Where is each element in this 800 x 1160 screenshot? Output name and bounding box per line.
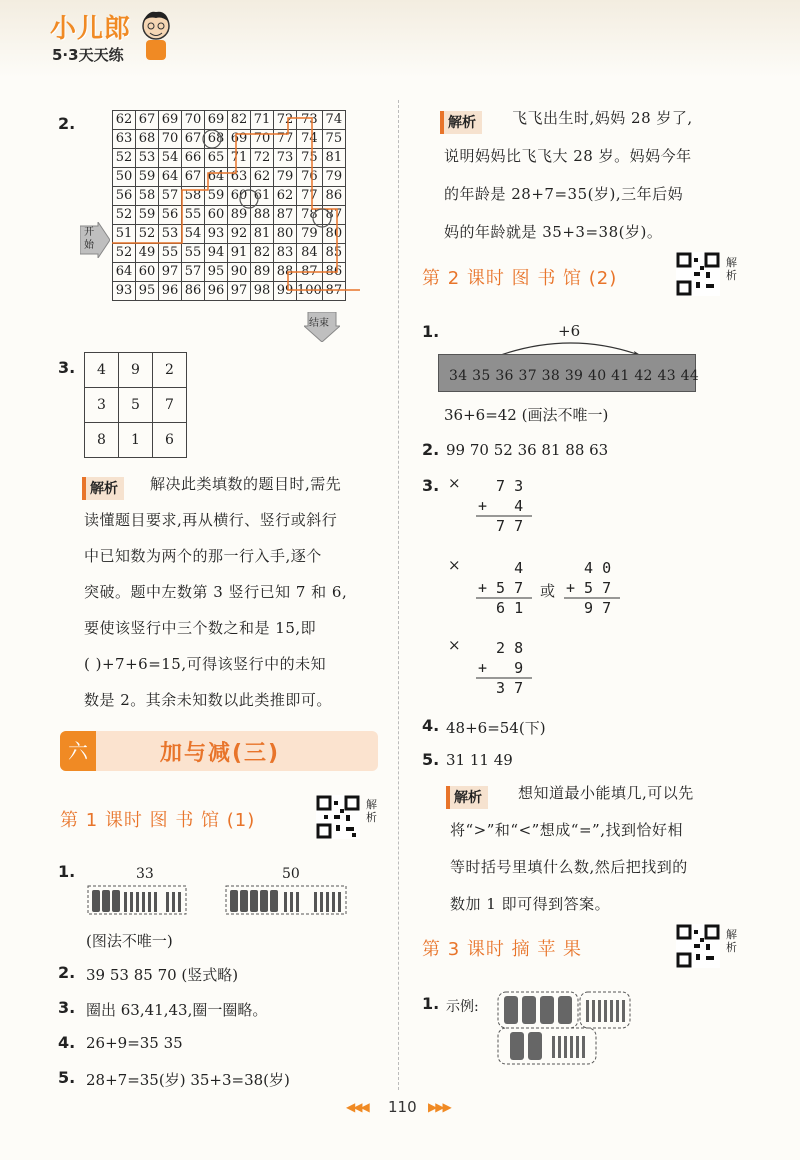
- grid-cell: 87: [322, 206, 345, 225]
- grid-cell: 59: [136, 206, 159, 225]
- grid-cell: 55: [159, 244, 182, 263]
- grid-cell: 96: [159, 282, 182, 301]
- grid-cell: 52: [113, 149, 136, 168]
- grid-cell: 62: [251, 168, 274, 187]
- analysis-line: ( )+7+6=15,可得该竖行中的未知: [84, 655, 327, 673]
- square-cell: 7: [153, 388, 187, 423]
- square-row: [85, 353, 187, 388]
- square-cell: 3: [85, 388, 119, 423]
- column-divider: [398, 100, 399, 1090]
- analysis-line: 中已知数为两个的那一行入手,逐个: [84, 547, 322, 565]
- grid-cell: 97: [228, 282, 251, 301]
- grid-cell: 49: [136, 244, 159, 263]
- grid-cell: 51: [113, 225, 136, 244]
- grid-cell: 58: [136, 187, 159, 206]
- question-number: 5.: [58, 1068, 76, 1087]
- answer-text: 99 70 52 36 81 88 63: [446, 441, 609, 459]
- analysis-line: 飞飞出生时,妈妈 28 岁了,: [512, 109, 693, 127]
- grid-cell: 81: [322, 149, 345, 168]
- square-cell: 2: [153, 353, 187, 388]
- qr-code-icon[interactable]: [676, 924, 720, 968]
- grid-cell: 86: [322, 187, 345, 206]
- jiexi-tag: 解析: [446, 786, 488, 809]
- grid-cell: 68: [205, 130, 228, 149]
- grid-cell: 71: [228, 149, 251, 168]
- qr-code-icon[interactable]: [316, 795, 360, 839]
- grid-cell: 57: [182, 263, 205, 282]
- grid-cell: 74: [297, 130, 323, 149]
- analysis-line: 读懂题目要求,再从横行、竖行或斜行: [84, 511, 338, 529]
- qr-label: 解析: [726, 256, 737, 282]
- calc-underline: [564, 576, 624, 606]
- answer-text: 48+6=54(下): [446, 719, 546, 737]
- grid-cell: 88: [274, 263, 297, 282]
- grid-cell: 95: [136, 282, 159, 301]
- grid-cell: 74: [322, 111, 345, 130]
- grid-cell: 75: [322, 130, 345, 149]
- next-arrows-icon: ▶▶▶: [428, 1100, 450, 1114]
- grid-cell: 79: [274, 168, 297, 187]
- unit-number: 六: [60, 731, 96, 771]
- grid-cell: 56: [113, 187, 136, 206]
- note-text: (图法不唯一): [86, 932, 173, 950]
- square-cell: 1: [119, 423, 153, 458]
- grid-cell: 59: [136, 168, 159, 187]
- grid-cell: 82: [251, 244, 274, 263]
- grid-cell: 95: [205, 263, 228, 282]
- grid-cell: 72: [274, 111, 297, 130]
- square-cell: 4: [85, 353, 119, 388]
- example-label: 示例:: [446, 999, 479, 1015]
- question-number: 1.: [58, 862, 76, 881]
- answer-text: 圈出 63,41,43,圈一圈略。: [86, 1001, 268, 1019]
- grid-cell: 54: [182, 225, 205, 244]
- question-number: 3.: [58, 358, 76, 377]
- grid-cell: 100: [297, 282, 323, 301]
- grid-cell: 93: [113, 282, 136, 301]
- grid-cell: 52: [113, 244, 136, 263]
- grid-cell: 52: [136, 225, 159, 244]
- vertical-calculation: 4 0 + 5 7 9 7: [566, 559, 612, 617]
- analysis-line: 的年龄是 28+7=35(岁),三年后妈: [444, 185, 684, 203]
- grid-cell: 60: [228, 187, 251, 206]
- square-cell: 5: [119, 388, 153, 423]
- jiexi-tag: 解析: [82, 477, 124, 500]
- vertical-calculation: 4 + 5 7 6 1: [478, 559, 524, 617]
- grid-cell: 52: [113, 206, 136, 225]
- grid-cell: 62: [274, 187, 297, 206]
- grid-cell: 71: [251, 111, 274, 130]
- square-row: [85, 388, 187, 423]
- grid-cell: 70: [159, 130, 182, 149]
- square-row: [85, 423, 187, 458]
- unit-title: 加与减(三): [160, 741, 281, 766]
- grid-cell: 80: [274, 225, 297, 244]
- analysis-line: 数是 2。其余未知数以此类推即可。: [84, 691, 332, 709]
- calc-underlines: [476, 494, 536, 704]
- grid-cell: 93: [205, 225, 228, 244]
- grid-cell: 97: [159, 263, 182, 282]
- grid-cell: 56: [159, 206, 182, 225]
- question-number: 1.: [422, 322, 440, 341]
- grid-cell: 53: [159, 225, 182, 244]
- grid-cell: 60: [205, 206, 228, 225]
- grid-cell: 83: [274, 244, 297, 263]
- grid-cell: 92: [228, 225, 251, 244]
- grid-cell: 64: [159, 168, 182, 187]
- wrong-mark: ×: [448, 556, 461, 574]
- analysis-line: 突破。题中左数第 3 竖行已知 7 和 6,: [84, 583, 348, 601]
- mascot-icon: [138, 10, 174, 62]
- grid-cell: 55: [182, 244, 205, 263]
- or-text: 或: [540, 582, 556, 600]
- grid-cell: 73: [274, 149, 297, 168]
- grid-cell: 99: [274, 282, 297, 301]
- grid-cell: 77: [297, 187, 323, 206]
- grid-cell: 88: [251, 206, 274, 225]
- ruler-numbers: 34 35 36 37 38 39 40 41 42 43 44: [449, 368, 700, 384]
- grid-cell: 84: [297, 244, 323, 263]
- wrong-mark: ×: [448, 474, 461, 492]
- grid-cell: 91: [228, 244, 251, 263]
- qr-label: 解析: [726, 928, 737, 954]
- lesson-title: 第 2 课时 图 书 馆 (2): [422, 268, 618, 289]
- grid-cell: 81: [251, 225, 274, 244]
- grid-cell: 86: [322, 263, 345, 282]
- grid-cell: 66: [182, 149, 205, 168]
- question-number: 2.: [422, 440, 440, 459]
- square-cell: 6: [153, 423, 187, 458]
- grid-cell: 87: [322, 282, 345, 301]
- grid-cell: 64: [113, 263, 136, 282]
- analysis-line: 解决此类填数的题目时,需先: [150, 475, 342, 493]
- vertical-calculation: 2 8 + 9 3 7: [478, 639, 524, 697]
- grid-cell: 57: [159, 187, 182, 206]
- grid-cell: 53: [136, 149, 159, 168]
- answer-text: 28+7=35(岁) 35+3=38(岁): [86, 1071, 290, 1089]
- jiexi-tag: 解析: [440, 111, 482, 134]
- question-number: 4.: [422, 716, 440, 735]
- start-label: 开始: [84, 227, 94, 251]
- grid-cell: 68: [136, 130, 159, 149]
- grid-cell: 58: [182, 187, 205, 206]
- grid-cell: 96: [205, 282, 228, 301]
- analysis-line: 想知道最小能填几,可以先: [518, 784, 694, 802]
- grid-cell: 78: [297, 206, 323, 225]
- magic-square: [84, 352, 187, 458]
- question-number: 3.: [58, 998, 76, 1017]
- grid-cell: 77: [274, 130, 297, 149]
- question-number: 5.: [422, 750, 440, 769]
- grid-cell: 69: [228, 130, 251, 149]
- grid-cell: 89: [251, 263, 274, 282]
- grid-cell: 79: [322, 168, 345, 187]
- square-cell: 9: [119, 353, 153, 388]
- grid-cell: 67: [182, 168, 205, 187]
- grid-cell: 69: [205, 111, 228, 130]
- grid-cell: 64: [205, 168, 228, 187]
- value-label: 50: [282, 866, 300, 882]
- question-number: 2.: [58, 114, 76, 133]
- wrong-mark: ×: [448, 636, 461, 654]
- grid-cell: 73: [297, 111, 323, 130]
- grid-cell: 90: [228, 263, 251, 282]
- grid-cell: 63: [113, 130, 136, 149]
- grid-cell: 72: [251, 149, 274, 168]
- grid-cell: 50: [113, 168, 136, 187]
- question-number: 3.: [422, 476, 440, 495]
- grid-cell: 67: [136, 111, 159, 130]
- grid-cell: 70: [251, 130, 274, 149]
- analysis-line: 要使该竖行中三个数之和是 15,即: [84, 619, 317, 637]
- grid-cell: 79: [297, 225, 323, 244]
- maze-path: [112, 110, 360, 310]
- grid-cell: 75: [297, 149, 323, 168]
- answer-text: 31 11 49: [446, 751, 513, 769]
- grid-cell: 61: [251, 187, 274, 206]
- qr-code-icon[interactable]: [676, 252, 720, 296]
- counting-sticks-figure: [86, 884, 350, 918]
- grid-cell: 63: [228, 168, 251, 187]
- grid-cell: 60: [136, 263, 159, 282]
- grid-cell: 76: [297, 168, 323, 187]
- grid-cell: 65: [205, 149, 228, 168]
- grid-cell: 69: [159, 111, 182, 130]
- answer-text: 26+9=35 35: [86, 1034, 183, 1052]
- lesson-title: 第 3 课时 摘 苹 果: [422, 939, 583, 960]
- end-label: 结束: [309, 318, 329, 329]
- grid-cell: 62: [113, 111, 136, 130]
- analysis-line: 等时括号里填什么数,然后把找到的: [450, 858, 688, 876]
- qr-label: 解析: [366, 798, 377, 824]
- grid-cell: 70: [182, 111, 205, 130]
- grid-cell: 98: [251, 282, 274, 301]
- analysis-line: 妈的年龄就是 35+3=38(岁)。: [444, 223, 663, 241]
- grid-cell: 87: [274, 206, 297, 225]
- grid-cell: 87: [297, 263, 323, 282]
- grid-cell: 89: [228, 206, 251, 225]
- analysis-line: 将“>”和“<”想成“=”,找到恰好相: [450, 821, 683, 839]
- vertical-calculation: 7 3 + 4 7 7: [478, 477, 524, 535]
- counting-sticks-figure: [496, 990, 632, 1066]
- grid-cell: 94: [205, 244, 228, 263]
- grid-cell: 54: [159, 149, 182, 168]
- grid-cell: 59: [205, 187, 228, 206]
- grid-cell: 82: [228, 111, 251, 130]
- square-cell: 8: [85, 423, 119, 458]
- analysis-line: 说明妈妈比飞飞大 28 岁。妈妈今年: [444, 147, 692, 165]
- grid-cell: 80: [322, 225, 345, 244]
- analysis-line: 数加 1 即可得到答案。: [450, 895, 611, 913]
- grid-cell: 85: [322, 244, 345, 263]
- lesson-title: 第 1 课时 图 书 馆 (1): [60, 810, 256, 831]
- answer-text: 39 53 85 70 (竖式略): [86, 966, 239, 984]
- grid-cell: 67: [182, 130, 205, 149]
- arc-label: +6: [558, 322, 581, 340]
- brand-logo: 小儿郎: [50, 14, 132, 44]
- series-name: 5·3天天练: [52, 46, 124, 64]
- page-number: 110: [388, 1098, 417, 1116]
- grid-cell: 55: [182, 206, 205, 225]
- value-label: 33: [136, 866, 154, 882]
- grid-cell: 86: [182, 282, 205, 301]
- question-number: 4.: [58, 1033, 76, 1052]
- question-number: 2.: [58, 963, 76, 982]
- equation: 36+6=42 (画法不唯一): [444, 406, 609, 424]
- prev-arrows-icon: ◀◀◀: [346, 1100, 368, 1114]
- question-number: 1.: [422, 994, 440, 1013]
